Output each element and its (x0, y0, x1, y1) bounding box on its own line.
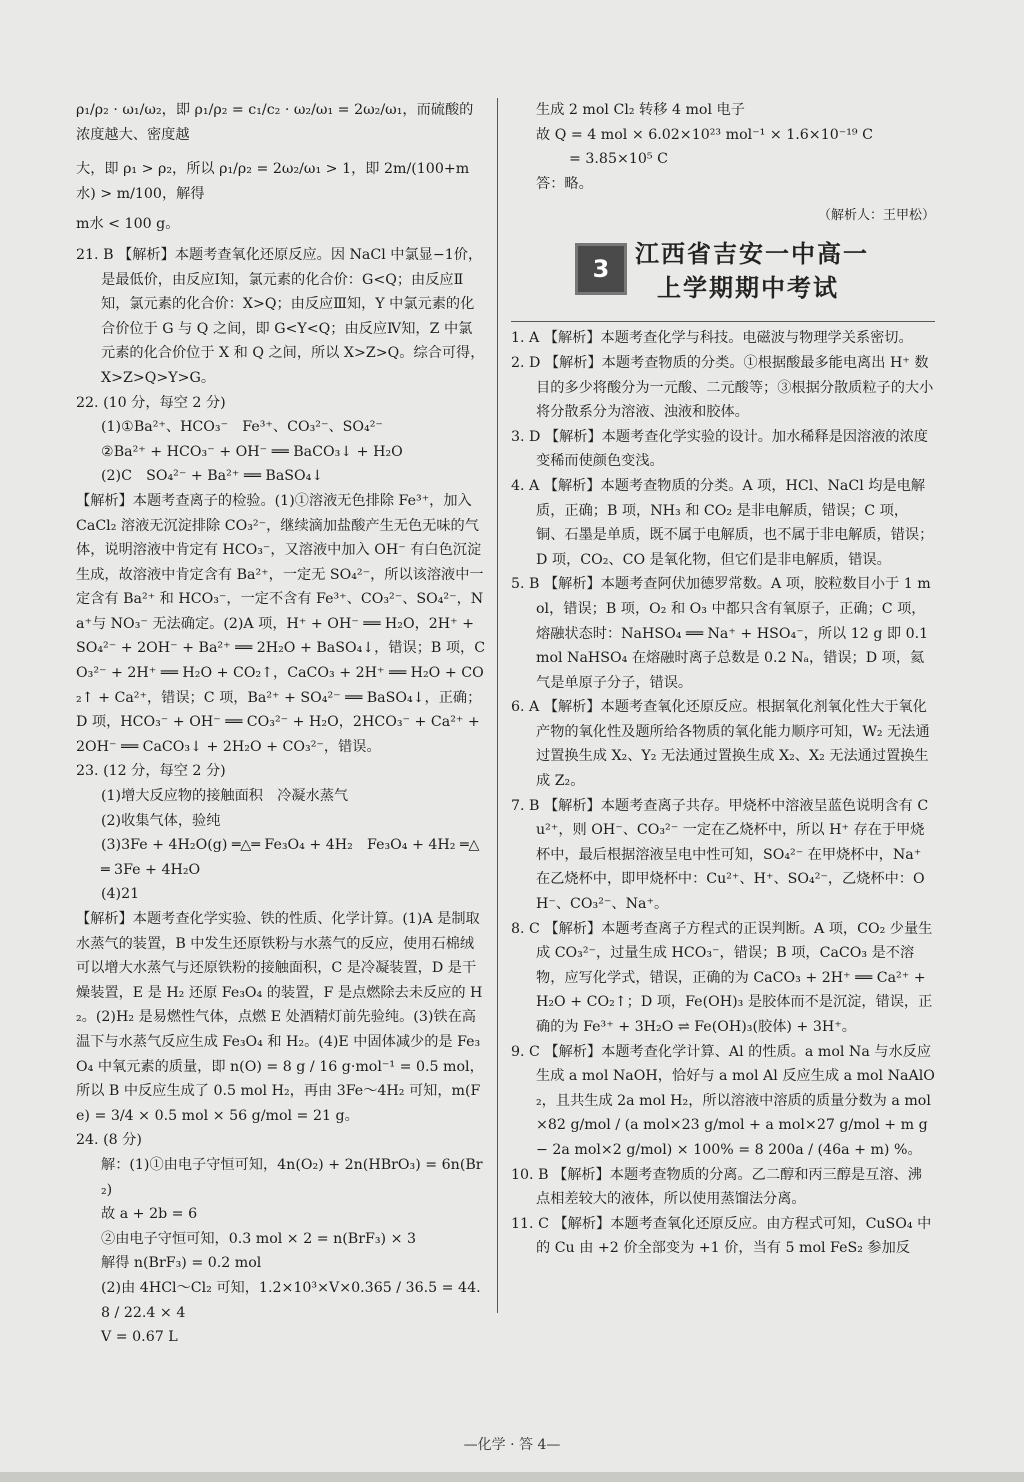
answer-24-heading: 24. (8 分) (76, 1132, 142, 1149)
section-title-line: 上学期期中考试 (657, 274, 839, 303)
analyst-credit: （解析人：王甲松） (817, 208, 935, 224)
section-banner (575, 237, 935, 307)
text-line: 生成 2 mol Cl₂ 转移 4 mol 电子 (536, 102, 745, 118)
answer-24-line: (2)由 4HCl～Cl₂ 可知，1.2×10³×V×0.365 / 36.5 = 44.8 / 22.4 × 4 (101, 1279, 481, 1321)
answer-item: 8. C 【解析】本题考查离子方程式的正误判断。A 项，CO₂ 少量生成 CO₃²⁻，过量生成 HCO₃⁻，错误；B 项，CaCO₃ 是不溶物，应写化学式，错误，正确的为 CaCO₃ + 2H⁺ ══ Ca²⁺ + H₂O + CO₂↑；D 项，Fe(OH)₃ 是胶体而不是沉淀，错误，正确的为 Fe³⁺ + 3H₂O ⇌ Fe(OH)₃(胶体) + 3H⁺。 (511, 920, 933, 1035)
answer-item: 6. A 【解析】本题考查氧化还原反应。根据氧化剂氧化性大于氧化产物的氧化性及题所给各物质的氧化能力顺序可知，W₂ 无法通过置换生成 X₂、Y₂ 无法通过置换生成 X₂、X₂ 无法通过置换生成 Z₂。 (511, 699, 930, 790)
answer-22-line: (1)①Ba²⁺、HCO₃⁻ Fe³⁺、CO₃²⁻、SO₄²⁻ (101, 419, 383, 436)
text-line: 答：略。 (536, 175, 593, 192)
answer-22-line: (2)C SO₄²⁻ + Ba²⁺ ══ BaSO₄↓ (101, 468, 324, 485)
left-column (76, 98, 486, 1350)
answer-24-line: 解得 n(BrF₃) = 0.2 mol (101, 1255, 262, 1272)
page-edge (0, 1472, 1024, 1482)
text-line: 故 Q = 4 mol × 6.02×10²³ mol⁻¹ × 1.6×10⁻¹⁹ C (536, 126, 873, 143)
right-column (511, 98, 935, 1261)
answer-23-heading: 23. (12 分，每空 2 分) (76, 763, 226, 780)
page-footer: —化学 · 答 4— (463, 1437, 561, 1453)
section-title (635, 237, 869, 305)
answer-item: 10. B 【解析】本题考查物质的分离。乙二醇和丙三醇是互溶、沸点相差较大的液体，所以使用蒸馏法分离。 (511, 1166, 922, 1208)
answer-21: 21. B 【解析】本题考查氧化还原反应。因 NaCl 中氯显−1价，是最低价，由反应Ⅰ知，氯元素的化合价：G<Q；由反应Ⅱ知，氯元素的化合价：X>Q；由反应Ⅲ知，Y 中氯元素的化合价位于 G 与 Q 之间，即 G<Y<Q；由反应Ⅳ知，Z 中氯元素的化合价位于 X 和 Q 之间，所以 X>Z>Q。综合可得，X>Z>Q>Y>G。 (76, 246, 485, 386)
answer-23-line: (2)收集气体，验纯 (101, 812, 221, 829)
answer-item: 2. D 【解析】本题考查物质的分类。①根据酸最多能电离出 H⁺ 数目的多少将酸分为一元酸、二元酸等；③根据分散质粒子的大小将分散系分为溶液、浊液和胶体。 (511, 354, 934, 421)
column-divider (497, 98, 498, 1313)
answer-item: 9. C 【解析】本题考查化学计算、Al 的性质。a mol Na 与水反应生成 a mol NaOH，恰好与 a mol Al 反应生成 a mol NaAlO₂，且共生成 2a mol H₂，所以溶液中溶质的质量分数为 a mol×82 g/mol / (a mol×23 g/mol + a mol×27 g/mol + m g − 2a mol×2 g/mol) × 100% = 8 200a / (46a + m) %。 (511, 1043, 935, 1158)
answer-item: 3. D 【解析】本题考查化学实验的设计。加水稀释是因溶液的浓度变稀而使颜色变浅。 (511, 428, 928, 470)
answer-item: 1. A 【解析】本题考查化学与科技。电磁波与物理学关系密切。 (511, 330, 913, 347)
answer-item: 7. B 【解析】本题考查离子共存。甲烧杯中溶液呈蓝色说明含有 Cu²⁺，则 OH⁻、CO₃²⁻ 一定在乙烧杯中，所以 H⁺ 存在于甲烧杯中，最后根据溶液呈电中性可知，SO₄²⁻ 在甲烧杯中，Na⁺ 在乙烧杯中，即甲烧杯中：Cu²⁺、H⁺、SO₄²⁻，乙烧杯中：OH⁻、CO₃²⁻、Na⁺。 (511, 797, 929, 913)
answer-list (511, 321, 935, 1261)
answer-item: 4. A 【解析】本题考查物质的分类。A 项，HCl、NaCl 均是电解质，正确；B 项，NH₃ 和 CO₂ 是非电解质，错误；C 项，铜、石墨是单质，既不属于电解质，也不属于非电解质，错误；D 项，CO₂、CO 是氧化物，但它们是非电解质，错误。 (511, 477, 934, 568)
answer-23-line: (1)增大反应物的接触面积 冷凝水蒸气 (101, 788, 349, 805)
answer-24-line: 故 a + 2b = 6 (101, 1206, 198, 1223)
answer-22-heading: 22. (10 分，每空 2 分) (76, 394, 226, 411)
section-title-line: 江西省吉安一中高一 (635, 240, 869, 269)
answer-23-line: (4)21 (101, 886, 140, 903)
text-line: m水 < 100 g。 (76, 216, 180, 233)
answer-22-analysis: 【解析】本题考查离子的检验。(1)①溶液无色排除 Fe³⁺，加入 CaCl₂ 溶液无沉淀排除 CO₃²⁻，继续滴加盐酸产生无色无味的气体，说明溶液中肯定有 HCO₃⁻，又溶液中加入 OH⁻ 有白色沉淀生成，故溶液中肯定含有 Ba²⁺，一定无 SO₄²⁻，所以该溶液中一定含有 Ba²⁺ 和 HCO₃⁻，一定不含有 Fe³⁺、CO₃²⁻、SO₄²⁻，Na⁺与 NO₃⁻ 无法确定。(2)A 项，H⁺ + OH⁻ ══ H₂O，2H⁺ + SO₄²⁻ + 2OH⁻ + Ba²⁺ ══ 2H₂O + BaSO₄↓，错误；B 项，CO₃²⁻ + 2H⁺ ══ H₂O + CO₂↑，CaCO₃ + 2H⁺ ══ H₂O + CO₂↑ + Ca²⁺，错误；C 项，Ba²⁺ + SO₄²⁻ ══ BaSO₄↓，正确；D 项，HCO₃⁻ + OH⁻ ══ CO₃²⁻ + H₂O，2HCO₃⁻ + Ca²⁺ + 2OH⁻ ══ CaCO₃↓ + 2H₂O + CO₃²⁻，错误。 (76, 492, 486, 755)
answer-23-analysis: 【解析】本题考查化学实验、铁的性质、化学计算。(1)A 是制取水蒸气的装置，B 中发生还原铁粉与水蒸气的反应，使用石棉绒可以增大水蒸气与还原铁粉的接触面积，C 是冷凝装置，D 是干燥装置，E 是 H₂ 还原 Fe₃O₄ 的装置，F 是点燃除去未反应的 H₂。(2)H₂ 是易燃性气体，点燃 E 处酒精灯前先验纯。(3)铁在高温下与水蒸气反应生成 Fe₃O₄ 和 H₂。(4)E 中固体减少的是 Fe₃O₄ 中氧元素的质量，即 n(O) = 8 g / 16 g·mol⁻¹ = 0.5 mol，所以 B 中反应生成了 0.5 mol H₂，再由 3Fe～4H₂ 可知，m(Fe) = 3/4 × 0.5 mol × 56 g/mol = 21 g。 (76, 911, 484, 1124)
answer-24-line: V = 0.67 L (101, 1329, 178, 1346)
text-line: 大，即 ρ₁ > ρ₂，所以 ρ₁/ρ₂ = 2ω₂/ω₁ > 1，即 2m/(100+m水) > m/100，解得 (76, 161, 470, 202)
section-number-badge: 3 (575, 243, 627, 295)
answer-22-line: ②Ba²⁺ + HCO₃⁻ + OH⁻ ══ BaCO₃↓ + H₂O (101, 443, 403, 460)
answer-24-line: ②由电子守恒可知，0.3 mol × 2 = n(BrF₃) × 3 (101, 1230, 417, 1247)
answer-24-line: 解：(1)①由电子守恒可知，4n(O₂) + 2n(HBrO₃) = 6n(Br₂) (101, 1156, 483, 1198)
text-line: ρ₁/ρ₂ · ω₁/ω₂，即 ρ₁/ρ₂ = c₁/c₂ · ω₂/ω₁ = 2ω₂/ω₁，而硫酸的浓度越大、密度越 (76, 102, 474, 143)
answer-item: 11. C 【解析】本题考查氧化还原反应。由方程式可知，CuSO₄ 中的 Cu 由 +2 价全部变为 +1 价，当有 5 mol FeS₂ 参加反 (511, 1215, 932, 1257)
answer-item: 5. B 【解析】本题考查阿伏加德罗常数。A 项，胶粒数目小于 1 mol，错误；B 项，O₂ 和 O₃ 中都只含有氧原子，正确；C 项，熔融状态时：NaHSO₄ ══ Na⁺ + HSO₄⁻，所以 12 g 即 0.1 mol NaHSO₄ 在熔融时离子总数是 0.2 Nₐ，错误；D 项，氦气是单原子分子，错误。 (511, 576, 931, 691)
text-line: = 3.85×10⁵ C (569, 151, 668, 168)
answer-23-line: (3)3Fe + 4H₂O(g) ═△═ Fe₃O₄ + 4H₂ Fe₃O₄ + 4H₂ ═△═ 3Fe + 4H₂O (101, 837, 480, 878)
